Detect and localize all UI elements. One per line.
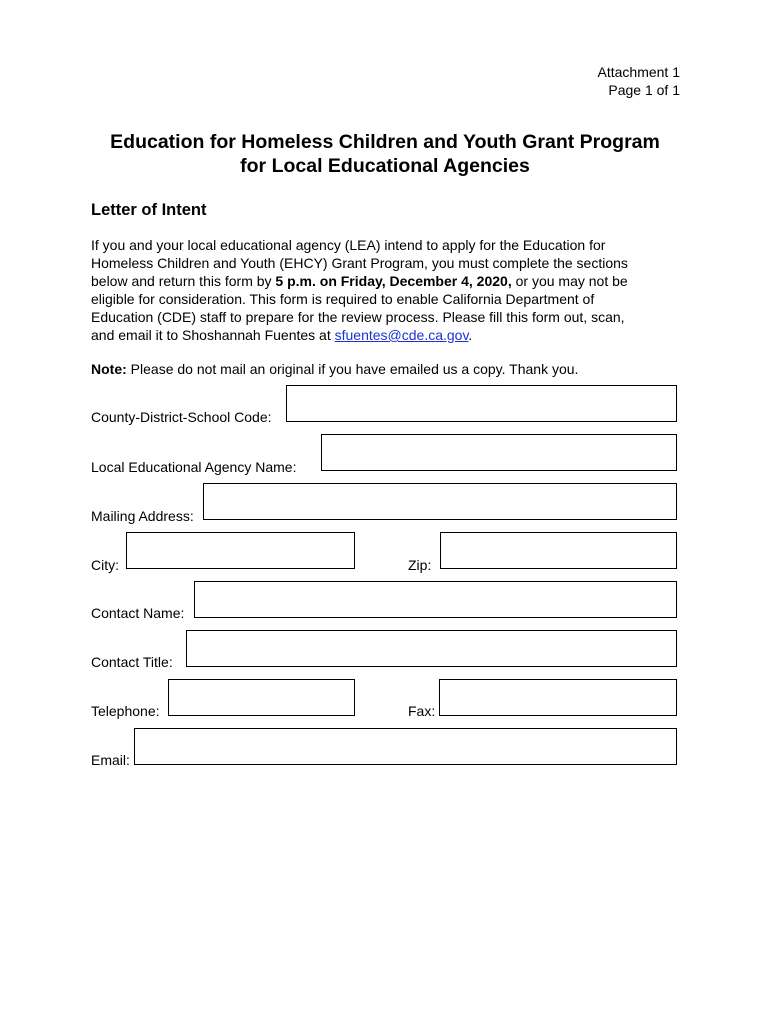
attachment-label: Attachment 1 [597, 64, 680, 80]
title-line-2: for Local Educational Agencies [240, 155, 530, 177]
intro-line-6-post: . [468, 327, 473, 343]
email-link[interactable]: sfuentes@cde.ca.gov [334, 327, 469, 343]
section-heading: Letter of Intent [91, 201, 207, 219]
intro-line-6 [91, 326, 691, 344]
fax-label: Fax: [408, 703, 436, 719]
intro-line-3 [91, 272, 691, 290]
contact-name-label: Contact Name: [91, 605, 185, 621]
contact-title-field[interactable] [186, 630, 677, 667]
intro-line-1: If you and your local educational agency (LEA) intend to apply for the Education for [91, 237, 606, 253]
mailing-address-field[interactable] [203, 483, 677, 520]
zip-field[interactable] [440, 532, 677, 569]
mailing-address-label: Mailing Address: [91, 508, 194, 524]
telephone-label: Telephone: [91, 703, 160, 719]
intro-line-3-pre: below and return this form by [91, 273, 276, 289]
zip-label: Zip: [408, 557, 432, 573]
intro-line-4: eligible for consideration. This form is required to enable California Department of [91, 291, 595, 307]
fax-field[interactable] [439, 679, 677, 716]
page-number: Page 1 of 1 [608, 82, 680, 98]
city-label: City: [91, 557, 119, 573]
intro-line-6-pre: and email it to Shoshannah Fuentes at [91, 327, 335, 343]
note-text: Please do not mail an original if you have emailed us a copy. Thank you. [126, 361, 579, 377]
intro-line-3-post: or you may not be [511, 273, 628, 289]
email-label: Email: [91, 752, 130, 768]
cds-code-field[interactable] [286, 385, 677, 422]
intro-paragraph [91, 236, 691, 344]
lea-name-label: Local Educational Agency Name: [91, 459, 297, 475]
lea-name-field[interactable] [321, 434, 677, 471]
note-line [91, 360, 578, 378]
title-line-1: Education for Homeless Children and Youth Grant Program [110, 131, 660, 153]
contact-name-field[interactable] [194, 581, 677, 618]
note-label: Note: [91, 361, 127, 377]
intro-line-5: Education (CDE) staff to prepare for the review process. Please fill this form out, scan, [91, 309, 625, 325]
document-title [0, 130, 770, 178]
intro-line-2: Homeless Children and Youth (EHCY) Grant Program, you must complete the sections [91, 255, 628, 271]
deadline-text: 5 p.m. on Friday, December 4, 2020, [275, 273, 512, 289]
contact-title-label: Contact Title: [91, 654, 173, 670]
city-field[interactable] [126, 532, 355, 569]
telephone-field[interactable] [168, 679, 355, 716]
cds-code-label: County-District-School Code: [91, 409, 272, 425]
email-field[interactable] [134, 728, 677, 765]
attachment-header [598, 63, 681, 99]
